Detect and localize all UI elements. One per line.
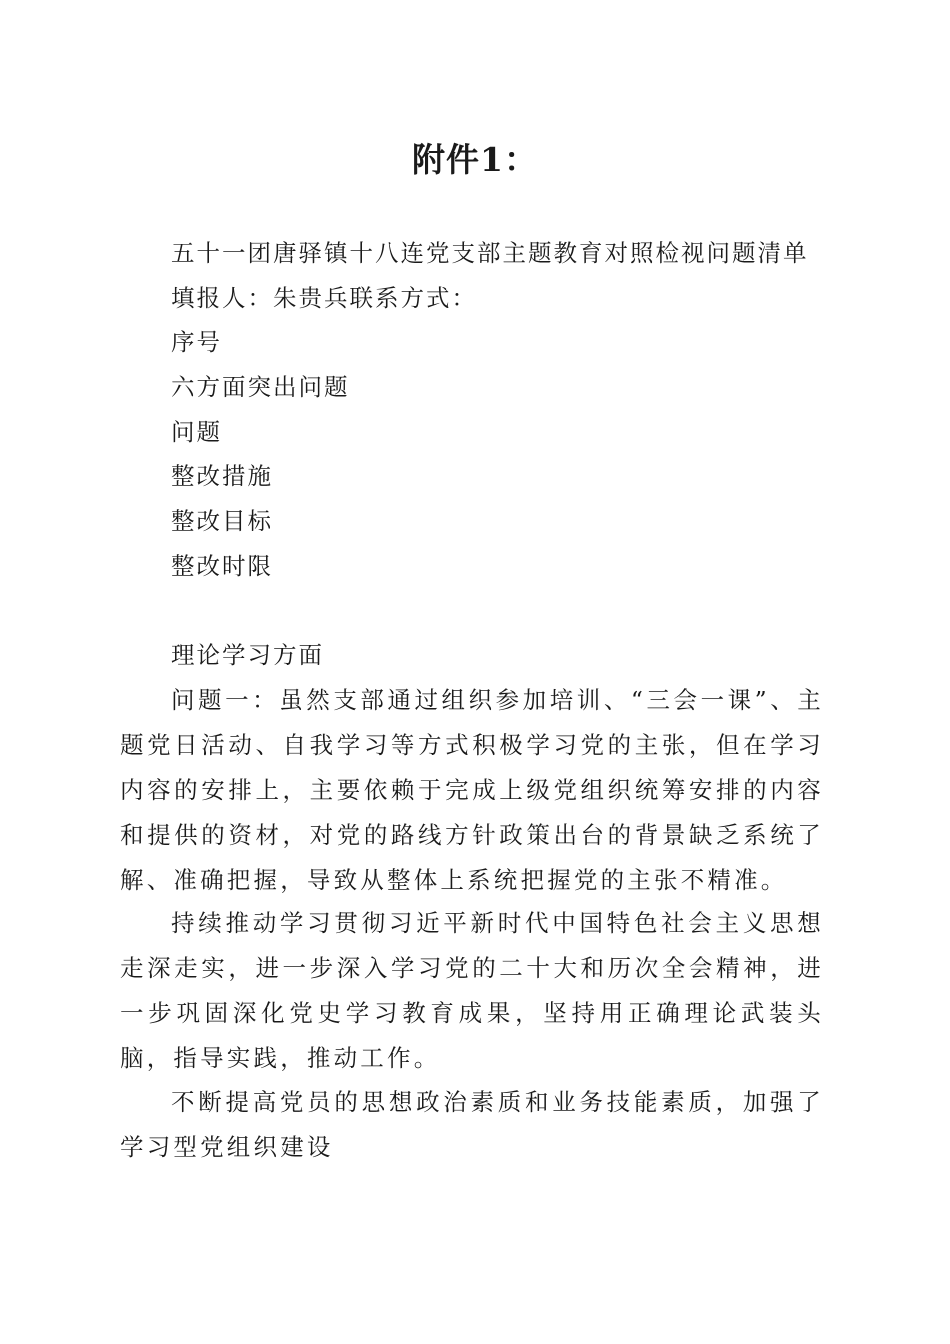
document-title: 附件1： xyxy=(412,140,538,179)
reporter-line: 填报人：朱贵兵联系方式： xyxy=(171,284,477,312)
header-six-aspects-problems: 六方面突出问题 xyxy=(171,373,350,401)
header-rectification-goals: 整改目标 xyxy=(171,507,273,535)
header-problem: 问题 xyxy=(171,418,222,446)
paragraph-measures: 持续推动学习贯彻习近平新时代中国特色社会主义思想走深走实，进一步深入学习党的二十大和历次全会精神，进一步巩固深化党史学习教育成果，坚持用正确理论武装头脑，指导实践，推动工作。 xyxy=(120,909,824,1072)
section-heading: 理论学习方面 xyxy=(171,641,324,669)
header-rectification-deadline: 整改时限 xyxy=(171,552,273,580)
document-subtitle: 五十一团唐驿镇十八连党支部主题教育对照检视问题清单 xyxy=(171,239,809,267)
paragraph-problem-one: 问题一：虽然支部通过组织参加培训、“三会一课”、主题党日活动、自我学习等方式积极学习党的主张，但在学习内容的安排上，主要依赖于完成上级党组织统筹安排的内容和提供的资材，对党的路线方针政策出台的背景缺乏系统了解、准确把握，导致从整体上系统把握党的主张不精准。 xyxy=(120,686,824,894)
header-serial-number: 序号 xyxy=(171,328,222,356)
paragraph-goals: 不断提高党员的思想政治素质和业务技能素质，加强了学习型党组织建设 xyxy=(120,1088,824,1161)
header-rectification-measures: 整改措施 xyxy=(171,462,273,490)
